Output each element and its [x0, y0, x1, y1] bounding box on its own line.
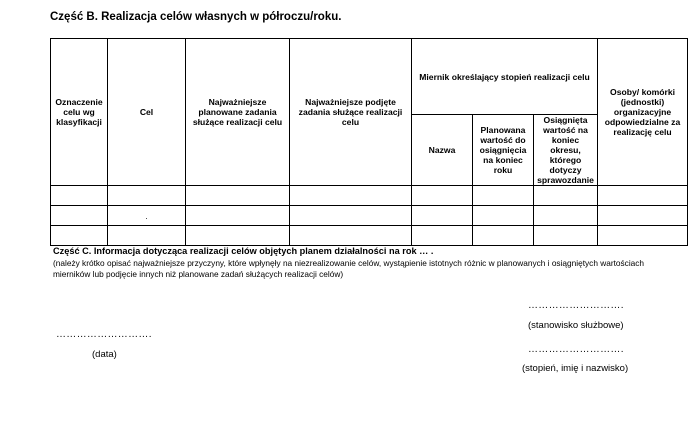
table-cell[interactable] [290, 206, 412, 226]
table-cell[interactable] [51, 206, 108, 226]
table-row [51, 226, 688, 246]
table-cell[interactable] [412, 226, 473, 246]
table-cell[interactable] [108, 226, 186, 246]
part-c-heading: Część C. Informacja dotycząca realizacji celów objętych planem działalności na rok … . [53, 246, 434, 256]
table-cell[interactable] [598, 186, 688, 206]
table-row [51, 206, 688, 226]
table-cell[interactable] [473, 206, 534, 226]
table-cell[interactable] [598, 226, 688, 246]
table-cell[interactable] [51, 226, 108, 246]
position-label: (stanowisko służbowe) [528, 320, 624, 331]
header-nazwa: Nazwa [412, 115, 473, 186]
header-osiagnieta: Osiągnięta wartość na koniec okresu, którego dotyczy sprawozdanie [534, 115, 598, 186]
name-label: (stopień, imię i nazwisko) [522, 363, 629, 374]
table-cell[interactable] [108, 186, 186, 206]
table-cell[interactable] [534, 206, 598, 226]
table-row [51, 186, 688, 206]
header-osoby: Osoby/ komórki (jednostki) organizacyjne odpowiedzialne za realizację celu [598, 39, 688, 186]
table-cell[interactable] [412, 186, 473, 206]
table-cell[interactable] [186, 226, 290, 246]
table-cell[interactable] [598, 206, 688, 226]
table-cell[interactable] [186, 186, 290, 206]
table-cell[interactable] [51, 186, 108, 206]
header-cel: Cel [108, 39, 186, 186]
name-signature-line: ………………………. [528, 344, 624, 355]
table-cell[interactable] [534, 186, 598, 206]
table-cell[interactable] [290, 226, 412, 246]
part-c-note: (należy krótko opisać najważniejsze przyczyny, które wpłynęły na niezrealizowanie celów, wystąpienie istotnych różnic w planowanych i osiągniętych wartościach mierników lub podjęcie innych niż planowane zadań służących realizacji celów) [53, 258, 645, 279]
table-cell[interactable] [473, 226, 534, 246]
header-miernik-group: Miernik określający stopień realizacji celu [412, 39, 598, 115]
header-planowana: Planowana wartość do osiągnięcia na koniec roku [473, 115, 534, 186]
table-cell[interactable] [473, 186, 534, 206]
header-oznaczenie: Oznaczenie celu wg klasyfikacji [51, 39, 108, 186]
table-cell[interactable] [186, 206, 290, 226]
part-b-title: Część B. Realizacja celów własnych w półroczu/roku. [50, 11, 342, 23]
position-signature-line: ………………………. [528, 300, 624, 311]
goals-table [50, 38, 688, 246]
table-cell[interactable] [412, 206, 473, 226]
header-zadania-podjete: Najważniejsze podjęte zadania służące realizacji celu [290, 39, 412, 186]
header-zadania-planowane: Najważniejsze planowane zadania służące realizacji celu [186, 39, 290, 186]
table-cell[interactable] [290, 186, 412, 206]
date-signature-line: ………………………. [56, 329, 152, 340]
table-cell[interactable]: . [108, 206, 186, 226]
date-label: (data) [92, 349, 117, 360]
table-cell[interactable] [534, 226, 598, 246]
